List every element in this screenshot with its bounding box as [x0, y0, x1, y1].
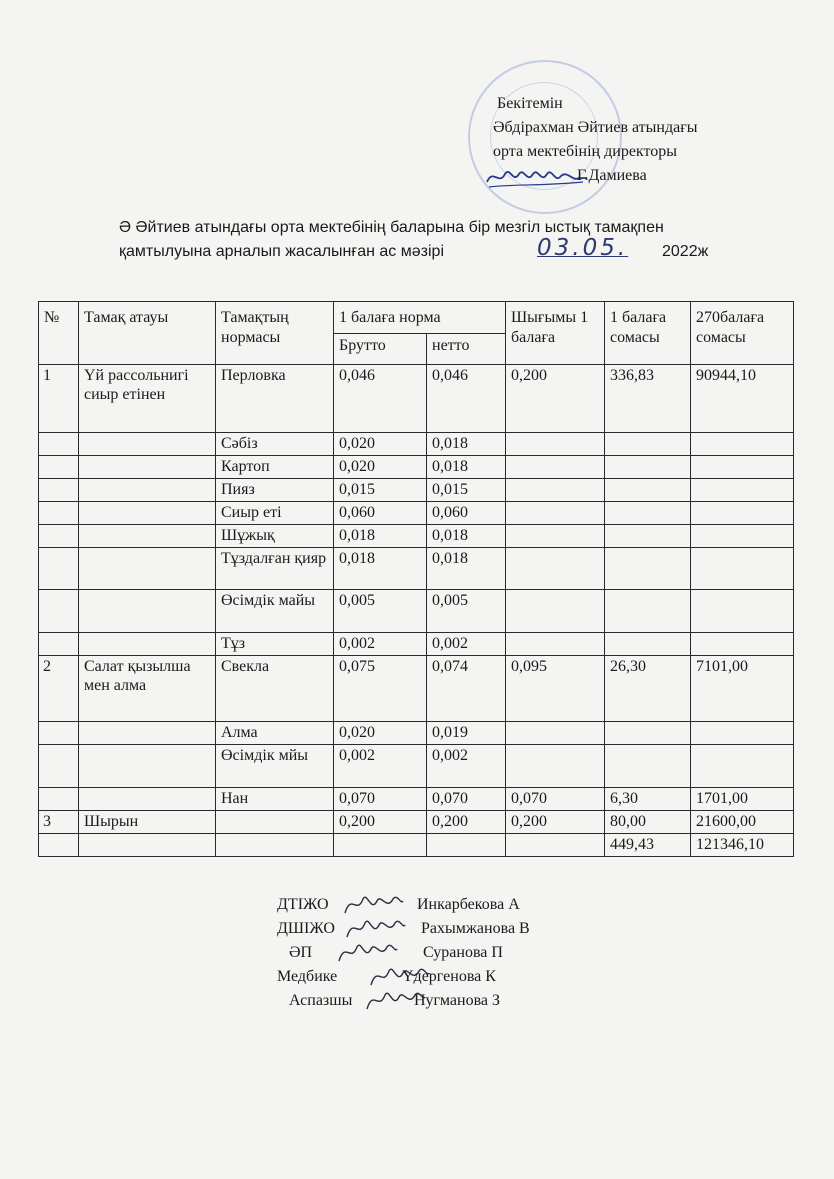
document-heading	[119, 216, 779, 264]
cell-cost-total: 7101,00	[691, 656, 794, 722]
table-row	[39, 525, 794, 548]
cell-output	[506, 502, 605, 525]
table-row	[39, 788, 794, 811]
cell-gross: 0,020	[334, 456, 427, 479]
cell-ingredient: Перловка	[216, 365, 334, 433]
cell-output	[506, 525, 605, 548]
header-no: №	[39, 302, 79, 365]
cell-cost-total: 21600,00	[691, 811, 794, 834]
cell-net: 0,060	[427, 502, 506, 525]
cell-cost-one	[605, 548, 691, 590]
cell-output	[506, 590, 605, 633]
header-per-child-norm: 1 балаға норма	[334, 302, 506, 334]
cell-dish	[79, 525, 216, 548]
header-cost-one: 1 балаға сомасы	[605, 302, 691, 365]
cell-output: 0,200	[506, 365, 605, 433]
handwritten-date: 03.05.	[537, 235, 629, 261]
header-gross: Брутто	[334, 334, 427, 365]
cell-no: 3	[39, 811, 79, 834]
table-row	[39, 633, 794, 656]
cell-ingredient: Сиыр еті	[216, 502, 334, 525]
cell-ingredient	[216, 811, 334, 834]
header-net: нетто	[427, 334, 506, 365]
cell-cost-one	[605, 633, 691, 656]
cell-output	[506, 834, 605, 857]
cell-dish	[79, 722, 216, 745]
cell-dish	[79, 502, 216, 525]
cell-cost-total	[691, 479, 794, 502]
cell-cost-one	[605, 456, 691, 479]
cell-cost-total	[691, 502, 794, 525]
cell-cost-total: 121346,10	[691, 834, 794, 857]
cell-net: 0,002	[427, 633, 506, 656]
cell-output	[506, 722, 605, 745]
cell-gross: 0,018	[334, 548, 427, 590]
signature-role: Аспазшы	[289, 992, 353, 1009]
cell-net: 0,015	[427, 479, 506, 502]
cell-gross: 0,018	[334, 525, 427, 548]
signature-role: ДТІЖО	[277, 896, 329, 913]
cell-cost-one: 336,83	[605, 365, 691, 433]
cell-ingredient: Алма	[216, 722, 334, 745]
cell-cost-total	[691, 456, 794, 479]
approval-title: Бекітемін	[497, 95, 563, 112]
cell-cost-total	[691, 722, 794, 745]
cell-output	[506, 633, 605, 656]
menu-table	[38, 301, 794, 857]
cell-net: 0,018	[427, 548, 506, 590]
cell-gross: 0,002	[334, 633, 427, 656]
approval-director-name: Г.Дамиева	[577, 167, 647, 184]
signature-name: Рахымжанова В	[421, 920, 530, 937]
cell-no	[39, 633, 79, 656]
cell-output: 0,070	[506, 788, 605, 811]
cell-no	[39, 834, 79, 857]
cell-no	[39, 525, 79, 548]
signature-name: Инкарбекова А	[417, 896, 520, 913]
cell-no	[39, 548, 79, 590]
cell-net: 0,005	[427, 590, 506, 633]
cell-net: 0,070	[427, 788, 506, 811]
cell-net	[427, 834, 506, 857]
cell-ingredient: Пияз	[216, 479, 334, 502]
table-row	[39, 479, 794, 502]
table-row	[39, 656, 794, 722]
cell-dish	[79, 548, 216, 590]
cell-cost-total	[691, 525, 794, 548]
cell-gross: 0,070	[334, 788, 427, 811]
cell-dish: Салат қызылша мен алма	[79, 656, 216, 722]
signatures-block	[277, 893, 577, 1013]
cell-gross: 0,200	[334, 811, 427, 834]
signature-name: Суранова П	[423, 944, 503, 961]
cell-net: 0,002	[427, 745, 506, 788]
table-row	[39, 433, 794, 456]
cell-net: 0,018	[427, 525, 506, 548]
header-cost-total: 270балаға сомасы	[691, 302, 794, 365]
header-dish: Тамақ атауы	[79, 302, 216, 365]
cell-cost-one	[605, 590, 691, 633]
cell-net: 0,018	[427, 456, 506, 479]
table-row	[39, 365, 794, 433]
cell-ingredient: Өсімдік майы	[216, 590, 334, 633]
cell-cost-one	[605, 479, 691, 502]
table-row	[39, 834, 794, 857]
cell-cost-total	[691, 633, 794, 656]
cell-dish: Шырын	[79, 811, 216, 834]
cell-output: 0,200	[506, 811, 605, 834]
cell-cost-one: 6,30	[605, 788, 691, 811]
cell-gross: 0,020	[334, 722, 427, 745]
cell-output	[506, 548, 605, 590]
cell-output	[506, 745, 605, 788]
cell-no: 1	[39, 365, 79, 433]
cell-dish	[79, 633, 216, 656]
cell-no	[39, 456, 79, 479]
table-row	[39, 590, 794, 633]
cell-ingredient: Тұздалған қияр	[216, 548, 334, 590]
cell-net: 0,046	[427, 365, 506, 433]
cell-no	[39, 590, 79, 633]
cell-dish: Үй рассольнигі сиыр етінен	[79, 365, 216, 433]
cell-ingredient: Нан	[216, 788, 334, 811]
approval-block	[493, 92, 793, 188]
signature-role: Медбике	[277, 968, 338, 985]
cell-cost-one	[605, 525, 691, 548]
cell-net: 0,018	[427, 433, 506, 456]
table-row	[39, 548, 794, 590]
cell-dish	[79, 834, 216, 857]
table-row	[39, 811, 794, 834]
table-row	[39, 502, 794, 525]
cell-gross: 0,060	[334, 502, 427, 525]
approval-school: Әбдірахман Әйтиев атындағы	[493, 119, 698, 136]
cell-cost-one	[605, 502, 691, 525]
cell-cost-one	[605, 433, 691, 456]
cell-dish	[79, 745, 216, 788]
cell-dish	[79, 456, 216, 479]
cell-ingredient: Свекла	[216, 656, 334, 722]
cell-gross: 0,005	[334, 590, 427, 633]
cell-output	[506, 479, 605, 502]
table-row	[39, 745, 794, 788]
table-row	[39, 456, 794, 479]
signature-row	[277, 917, 577, 941]
table-row	[39, 722, 794, 745]
cell-ingredient	[216, 834, 334, 857]
cell-no	[39, 502, 79, 525]
cell-dish	[79, 590, 216, 633]
cell-no	[39, 788, 79, 811]
cell-cost-total: 1701,00	[691, 788, 794, 811]
cell-cost-one	[605, 722, 691, 745]
approval-position: орта мектебінің директоры	[493, 143, 678, 160]
heading-year: 2022ж	[662, 243, 709, 260]
cell-dish	[79, 788, 216, 811]
cell-cost-one: 449,43	[605, 834, 691, 857]
cell-ingredient: Тұз	[216, 633, 334, 656]
cell-gross: 0,046	[334, 365, 427, 433]
cell-output	[506, 456, 605, 479]
cell-no	[39, 433, 79, 456]
cell-dish	[79, 433, 216, 456]
cell-net: 0,200	[427, 811, 506, 834]
cell-cost-total: 90944,10	[691, 365, 794, 433]
signature-row	[277, 893, 577, 917]
header-output: Шығымы 1 балаға	[506, 302, 605, 365]
cell-output	[506, 433, 605, 456]
cell-no	[39, 722, 79, 745]
cell-net: 0,019	[427, 722, 506, 745]
signature-row	[277, 989, 577, 1013]
header-norm: Тамақтың нормасы	[216, 302, 334, 365]
cell-gross: 0,002	[334, 745, 427, 788]
signature-name: Нугманова З	[414, 992, 501, 1009]
cell-gross: 0,020	[334, 433, 427, 456]
cell-cost-total	[691, 590, 794, 633]
cell-cost-one	[605, 745, 691, 788]
signature-role: ӘП	[289, 944, 313, 961]
signature-name: Үдергенова К	[402, 968, 496, 985]
cell-cost-total	[691, 745, 794, 788]
signature-role: ДШІЖО	[277, 920, 335, 937]
cell-output: 0,095	[506, 656, 605, 722]
cell-ingredient: Өсімдік мйы	[216, 745, 334, 788]
cell-ingredient: Сәбіз	[216, 433, 334, 456]
cell-cost-total	[691, 548, 794, 590]
heading-line-1: Ә Әйтиев атындағы орта мектебінің баларына бір мезгіл ыстық тамақпен	[119, 219, 664, 236]
cell-net: 0,074	[427, 656, 506, 722]
cell-ingredient: Картоп	[216, 456, 334, 479]
cell-no: 2	[39, 656, 79, 722]
cell-gross	[334, 834, 427, 857]
cell-ingredient: Шұжық	[216, 525, 334, 548]
cell-cost-one: 26,30	[605, 656, 691, 722]
cell-cost-total	[691, 433, 794, 456]
cell-no	[39, 479, 79, 502]
cell-cost-one: 80,00	[605, 811, 691, 834]
heading-line-2: қамтылуына арналып жасалынған ас мәзірі	[119, 243, 444, 260]
cell-no	[39, 745, 79, 788]
cell-gross: 0,075	[334, 656, 427, 722]
cell-dish	[79, 479, 216, 502]
cell-gross: 0,015	[334, 479, 427, 502]
